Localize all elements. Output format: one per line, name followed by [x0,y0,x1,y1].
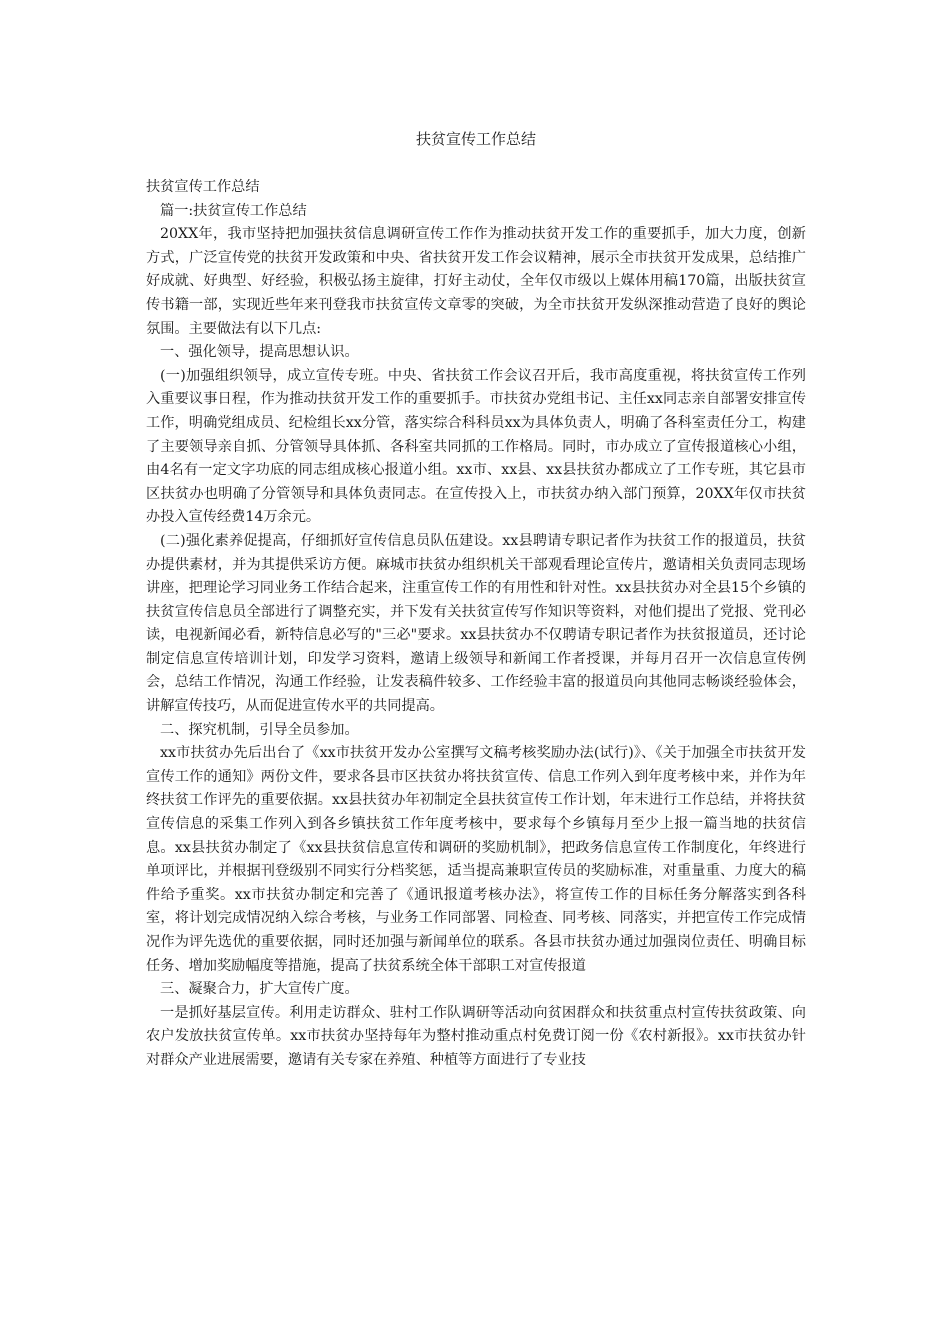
paragraph: (一)加强组织领导，成立宣传专班。中央、省扶贫工作会议召开后，我市高度重视，将扶贫宣传工作列入重要议事日程，作为推动扶贫开发工作的重要抓手。市扶贫办党组书记、主任xx同志亲自部署安排宣传工作，明确党组成员、纪检组长xx分管，落实综合科科员xx为具体负责人，明确了各科室责任分工，构建了主要领导亲自抓、分管领导具体抓、各科室共同抓的工作格局。同时，市办成立了宣传报道核心小组，由4名有一定文字功底的同志组成核心报道小组。xx市、xx县、xx县扶贫办都成立了工作专班，其它县市区扶贫办也明确了分管领导和具体负责同志。在宣传投入上，市扶贫办纳入部门预算，20XX年仅市扶贫办投入宣传经费14万余元。 [146,367,806,526]
chapter-heading: 篇一:扶贫宣传工作总结 [160,202,307,219]
section-heading: 二、探究机制，引导全员参加。 [160,721,359,738]
section-heading: 一、强化领导，提高思想认识。 [160,344,359,361]
paragraph: (二)强化素养促提高，仔细抓好宣传信息员队伍建设。xx县聘请专职记者作为扶贫工作的报道员，扶贫办提供素材，并为其提供采访方便。麻城市扶贫办组织机关干部观看理论宣传片，邀请相关负责同志现场讲座，把理论学习同业务工作结合起来，注重宣传工作的有用性和针对性。xx县扶贫办对全县15个乡镇的扶贫宣传信息员全部进行了调整充实，并下发有关扶贫宣传写作知识等资料，对他们提出了党报、党刊必读，电视新闻必看，新特信息必写的"三必"要求。xx县扶贫办不仅聘请专职记者作为扶贫报道员，还讨论制定信息宣传培训计划，印发学习资料，邀请上级领导和新闻工作者授课，并每月召开一次信息宣传例会，总结工作情况，沟通工作经验，让发表稿件较多、工作经验丰富的报道员向其他同志畅谈经验体会，讲解宣传技巧，从而促进宣传水平的共同提高。 [146,532,806,715]
document-title: 扶贫宣传工作总结 [415,130,536,148]
section-heading: 三、凝聚合力，扩大宣传广度。 [160,981,359,998]
doc-heading: 扶贫宣传工作总结 [146,179,260,195]
paragraph: xx市扶贫办先后出台了《xx市扶贫开发办公室撰写文稿考核奖励办法(试行)》、《关于加强全市扶贫开发宣传工作的通知》两份文件，要求各县市区扶贫办将扶贫宣传、信息工作列入到年度考核中来，并作为年终扶贫工作评先的重要依据。xx县扶贫办年初制定全县扶贫宣传工作计划，年末进行工作总结，并将扶贫宣传信息的采集工作列入到各乡镇扶贫工作年度考核中，要求每个乡镇每月至少上报一篇当地的扶贫信息。xx县扶贫办制定了《xx县扶贫信息宣传和调研的奖励机制》，把政务信息宣传工作制度化，年终进行单项评比，并根据刊登级别不同实行分档奖惩，适当提高兼职宣传员的奖励标准，对重量重、力度大的稿件给予重奖。xx市扶贫办制定和完善了《通讯报道考核办法》，将宣传工作的目标任务分解落实到各科室，将计划完成情况纳入综合考核，与业务工作同部署、同检查、同考核、同落实，并把宣传工作完成情况作为评先选优的重要依据，同时还加强与新闻单位的联系。各县市扶贫办通过加强岗位责任、明确目标任务、增加奖励幅度等措施，提高了扶贫系统全体干部职工对宣传报道 [146,745,806,974]
paragraph: 一是抓好基层宣传。利用走访群众、驻村工作队调研等活动向贫困群众和扶贫重点村宣传扶贫政策、向农户发放扶贫宣传单。xx市扶贫办坚持每年为整村推动重点村免费订阅一份《农村新报》。xx市扶贫办针对群众产业进展需要，邀请有关专家在养殖、种植等方面进行了专业技 [146,1004,806,1068]
document-body [146,176,806,1073]
paragraph: 20XX年，我市坚持把加强扶贫信息调研宣传工作作为推动扶贫开发工作的重要抓手，加大力度，创新方式，广泛宣传党的扶贫开发政策和中央、省扶贫开发工作会议精神，展示全市扶贫开发成果，总结推广好成就、好典型、好经验，积极弘扬主旋律，打好主动仗，全年仅市级以上媒体用稿170篇，出版扶贫宣传书籍一部，实现近些年来刊登我市扶贫宣传文章零的突破，为全市扶贫开发纵深推动营造了良好的舆论氛围。主要做法有以下几点: [146,226,806,337]
